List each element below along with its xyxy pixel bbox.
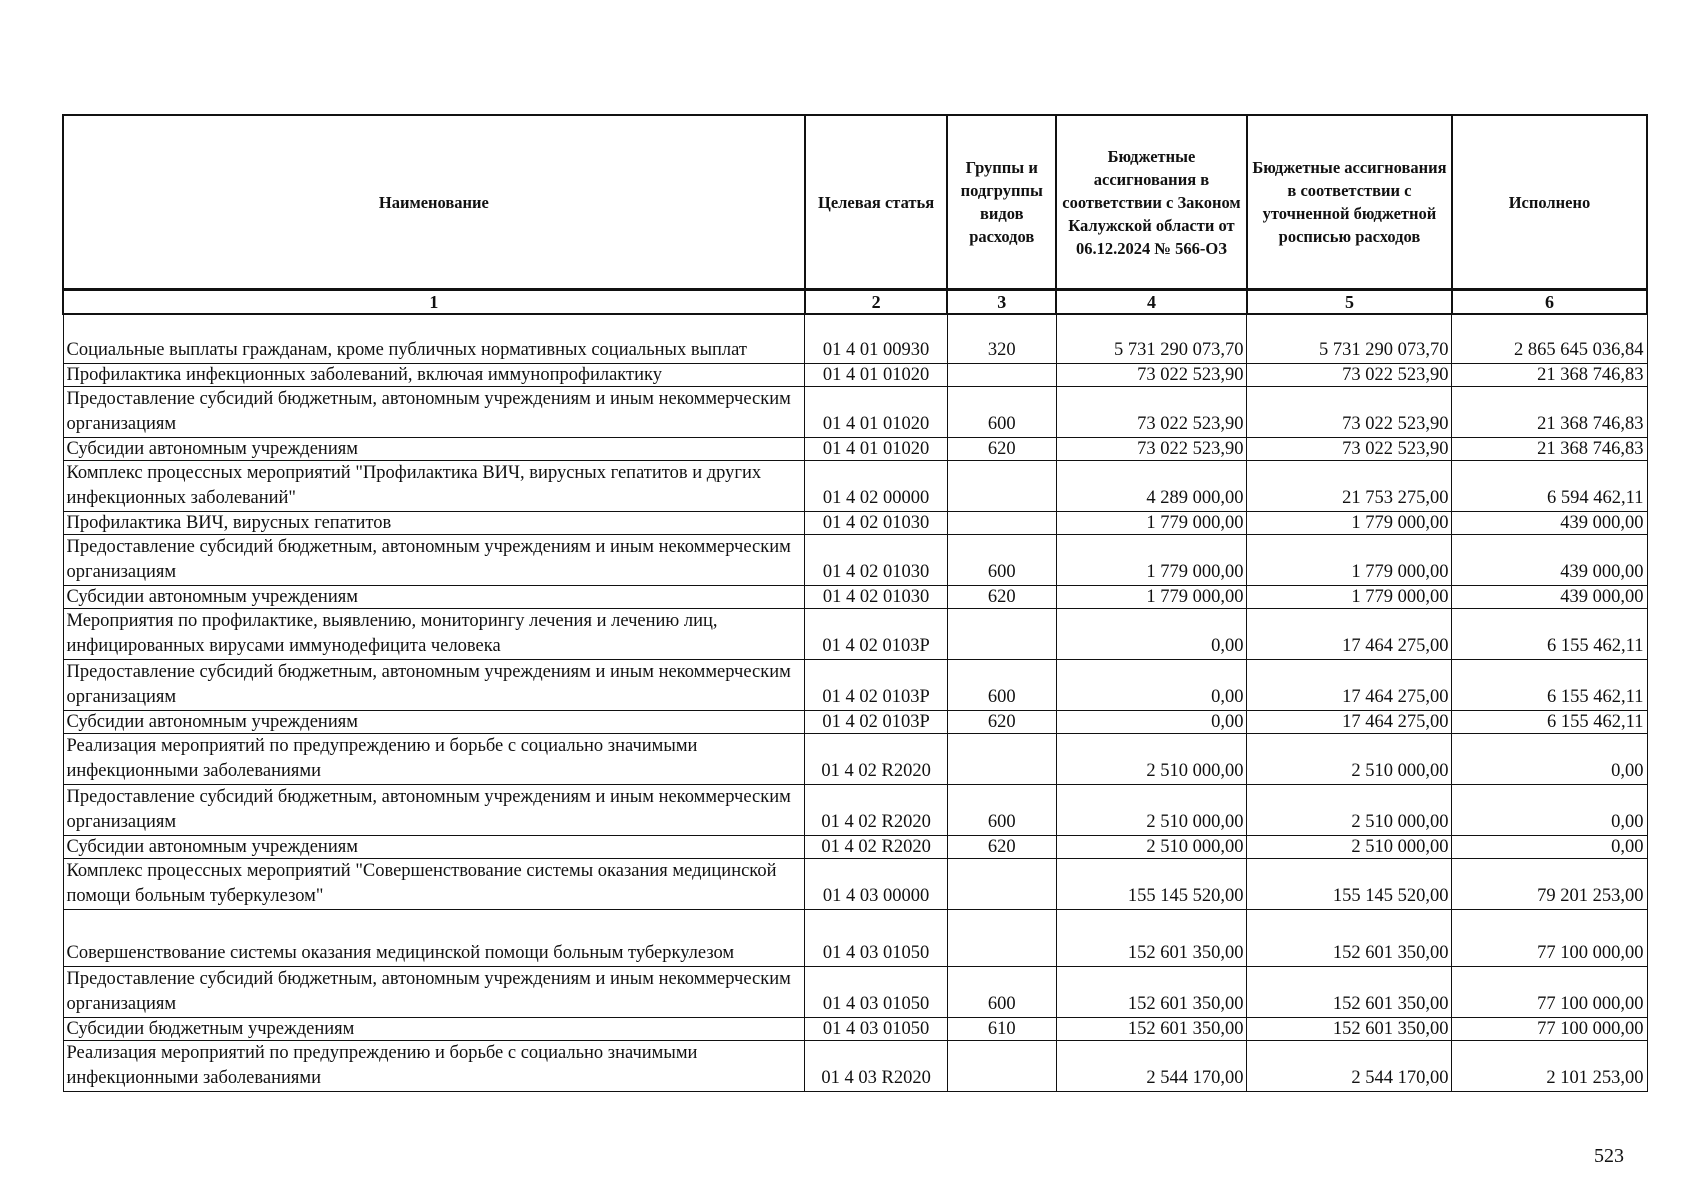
expense-group-code: 600 bbox=[947, 387, 1056, 438]
row-name: Профилактика ВИЧ, вирусных гепатитов bbox=[63, 512, 805, 535]
expense-group-code bbox=[947, 910, 1056, 967]
header-refined-allocations: Бюджетные ассигнования в соответствии с уточненной бюджетной росписью расходов bbox=[1247, 115, 1452, 290]
row-name: Предоставление субсидий бюджетным, автономным учреждениям и иным некоммерческим организациям bbox=[63, 785, 805, 836]
target-article-code: 01 4 03 R2020 bbox=[805, 1041, 948, 1092]
header-name: Наименование bbox=[63, 115, 805, 290]
row-name: Комплекс процессных мероприятий "Профилактика ВИЧ, вирусных гепатитов и других инфекционных заболеваний" bbox=[63, 461, 805, 512]
row-name: Реализация мероприятий по предупреждению и борьбе с социально значимыми инфекционными заболеваниями bbox=[63, 734, 805, 785]
refined-allocation-amount: 17 464 275,00 bbox=[1247, 660, 1452, 711]
row-name: Профилактика инфекционных заболеваний, включая иммунопрофилактику bbox=[63, 364, 805, 387]
target-article-code: 01 4 02 01030 bbox=[805, 586, 948, 609]
target-article-code: 01 4 01 01020 bbox=[805, 364, 948, 387]
expense-group-code: 610 bbox=[947, 1018, 1056, 1041]
target-article-code: 01 4 02 0103Р bbox=[805, 711, 948, 734]
row-name: Мероприятия по профилактике, выявлению, мониторингу лечения и лечению лиц, инфицированных вирусами иммунодефицита человека bbox=[63, 609, 805, 660]
law-allocation-amount: 1 779 000,00 bbox=[1056, 512, 1247, 535]
target-article-code: 01 4 02 00000 bbox=[805, 461, 948, 512]
table-row bbox=[63, 586, 1647, 609]
row-name: Предоставление субсидий бюджетным, автономным учреждениям и иным некоммерческим организациям bbox=[63, 387, 805, 438]
expense-group-code bbox=[947, 461, 1056, 512]
executed-amount: 6 594 462,11 bbox=[1452, 461, 1647, 512]
expense-group-code: 620 bbox=[947, 586, 1056, 609]
refined-allocation-amount: 5 731 290 073,70 bbox=[1247, 314, 1452, 364]
table-row bbox=[63, 364, 1647, 387]
target-article-code: 01 4 02 R2020 bbox=[805, 785, 948, 836]
law-allocation-amount: 5 731 290 073,70 bbox=[1056, 314, 1247, 364]
header-row bbox=[63, 115, 1647, 290]
table-row bbox=[63, 734, 1647, 785]
column-number-row bbox=[63, 290, 1647, 315]
law-allocation-amount: 2 510 000,00 bbox=[1056, 734, 1247, 785]
header-law-allocations: Бюджетные ассигнования в соответствии с Законом Калужской области от 06.12.2024 № 566-ОЗ bbox=[1056, 115, 1247, 290]
expense-group-code bbox=[947, 609, 1056, 660]
executed-amount: 6 155 462,11 bbox=[1452, 609, 1647, 660]
expense-group-code bbox=[947, 734, 1056, 785]
executed-amount: 0,00 bbox=[1452, 734, 1647, 785]
table-row bbox=[63, 314, 1647, 364]
column-number: 1 bbox=[63, 290, 805, 315]
row-name: Субсидии бюджетным учреждениям bbox=[63, 1018, 805, 1041]
row-name: Предоставление субсидий бюджетным, автономным учреждениям и иным некоммерческим организациям bbox=[63, 660, 805, 711]
row-name: Субсидии автономным учреждениям bbox=[63, 586, 805, 609]
table-row bbox=[63, 660, 1647, 711]
table-row bbox=[63, 535, 1647, 586]
executed-amount: 439 000,00 bbox=[1452, 512, 1647, 535]
refined-allocation-amount: 152 601 350,00 bbox=[1247, 1018, 1452, 1041]
law-allocation-amount: 4 289 000,00 bbox=[1056, 461, 1247, 512]
law-allocation-amount: 73 022 523,90 bbox=[1056, 438, 1247, 461]
table-row bbox=[63, 1018, 1647, 1041]
row-name: Социальные выплаты гражданам, кроме публичных нормативных социальных выплат bbox=[63, 314, 805, 364]
expense-group-code: 600 bbox=[947, 660, 1056, 711]
law-allocation-amount: 152 601 350,00 bbox=[1056, 1018, 1247, 1041]
table-row bbox=[63, 438, 1647, 461]
refined-allocation-amount: 1 779 000,00 bbox=[1247, 535, 1452, 586]
executed-amount: 6 155 462,11 bbox=[1452, 660, 1647, 711]
law-allocation-amount: 2 510 000,00 bbox=[1056, 836, 1247, 859]
header-expense-groups: Группы и подгруппы видов расходов bbox=[947, 115, 1056, 290]
law-allocation-amount: 1 779 000,00 bbox=[1056, 535, 1247, 586]
expense-group-code: 600 bbox=[947, 967, 1056, 1018]
header-target-article: Целевая статья bbox=[805, 115, 948, 290]
refined-allocation-amount: 2 510 000,00 bbox=[1247, 734, 1452, 785]
table-row bbox=[63, 512, 1647, 535]
executed-amount: 79 201 253,00 bbox=[1452, 859, 1647, 910]
executed-amount: 439 000,00 bbox=[1452, 535, 1647, 586]
expense-group-code: 600 bbox=[947, 535, 1056, 586]
refined-allocation-amount: 155 145 520,00 bbox=[1247, 859, 1452, 910]
row-name: Предоставление субсидий бюджетным, автономным учреждениям и иным некоммерческим организациям bbox=[63, 535, 805, 586]
row-name: Субсидии автономным учреждениям bbox=[63, 438, 805, 461]
target-article-code: 01 4 03 00000 bbox=[805, 859, 948, 910]
refined-allocation-amount: 1 779 000,00 bbox=[1247, 512, 1452, 535]
expense-group-code: 620 bbox=[947, 438, 1056, 461]
expense-group-code bbox=[947, 859, 1056, 910]
law-allocation-amount: 2 544 170,00 bbox=[1056, 1041, 1247, 1092]
table-row bbox=[63, 1041, 1647, 1092]
refined-allocation-amount: 2 544 170,00 bbox=[1247, 1041, 1452, 1092]
target-article-code: 01 4 02 0103Р bbox=[805, 660, 948, 711]
target-article-code: 01 4 02 01030 bbox=[805, 512, 948, 535]
refined-allocation-amount: 152 601 350,00 bbox=[1247, 967, 1452, 1018]
refined-allocation-amount: 73 022 523,90 bbox=[1247, 387, 1452, 438]
column-number: 6 bbox=[1452, 290, 1647, 315]
table-row bbox=[63, 609, 1647, 660]
table-row bbox=[63, 967, 1647, 1018]
executed-amount: 6 155 462,11 bbox=[1452, 711, 1647, 734]
expense-group-code: 620 bbox=[947, 836, 1056, 859]
expense-group-code: 320 bbox=[947, 314, 1056, 364]
law-allocation-amount: 2 510 000,00 bbox=[1056, 785, 1247, 836]
executed-amount: 0,00 bbox=[1452, 836, 1647, 859]
law-allocation-amount: 155 145 520,00 bbox=[1056, 859, 1247, 910]
column-number: 2 bbox=[805, 290, 948, 315]
executed-amount: 2 865 645 036,84 bbox=[1452, 314, 1647, 364]
target-article-code: 01 4 03 01050 bbox=[805, 967, 948, 1018]
row-name: Реализация мероприятий по предупреждению и борьбе с социально значимыми инфекционными заболеваниями bbox=[63, 1041, 805, 1092]
executed-amount: 0,00 bbox=[1452, 785, 1647, 836]
law-allocation-amount: 0,00 bbox=[1056, 609, 1247, 660]
row-name: Субсидии автономным учреждениям bbox=[63, 711, 805, 734]
target-article-code: 01 4 03 01050 bbox=[805, 910, 948, 967]
executed-amount: 439 000,00 bbox=[1452, 586, 1647, 609]
target-article-code: 01 4 02 R2020 bbox=[805, 734, 948, 785]
refined-allocation-amount: 2 510 000,00 bbox=[1247, 836, 1452, 859]
table-body bbox=[63, 314, 1647, 1092]
row-name: Совершенствование системы оказания медицинской помощи больным туберкулезом bbox=[63, 910, 805, 967]
executed-amount: 77 100 000,00 bbox=[1452, 910, 1647, 967]
budget-table bbox=[62, 114, 1648, 1092]
expense-group-code bbox=[947, 364, 1056, 387]
executed-amount: 21 368 746,83 bbox=[1452, 387, 1647, 438]
refined-allocation-amount: 1 779 000,00 bbox=[1247, 586, 1452, 609]
target-article-code: 01 4 02 01030 bbox=[805, 535, 948, 586]
law-allocation-amount: 73 022 523,90 bbox=[1056, 364, 1247, 387]
executed-amount: 77 100 000,00 bbox=[1452, 967, 1647, 1018]
expense-group-code bbox=[947, 512, 1056, 535]
row-name: Субсидии автономным учреждениям bbox=[63, 836, 805, 859]
table-row bbox=[63, 711, 1647, 734]
header-executed: Исполнено bbox=[1452, 115, 1647, 290]
table-row bbox=[63, 387, 1647, 438]
target-article-code: 01 4 01 00930 bbox=[805, 314, 948, 364]
table-row bbox=[63, 859, 1647, 910]
executed-amount: 21 368 746,83 bbox=[1452, 364, 1647, 387]
refined-allocation-amount: 2 510 000,00 bbox=[1247, 785, 1452, 836]
refined-allocation-amount: 73 022 523,90 bbox=[1247, 364, 1452, 387]
refined-allocation-amount: 21 753 275,00 bbox=[1247, 461, 1452, 512]
table-row bbox=[63, 785, 1647, 836]
refined-allocation-amount: 17 464 275,00 bbox=[1247, 609, 1452, 660]
target-article-code: 01 4 02 R2020 bbox=[805, 836, 948, 859]
target-article-code: 01 4 01 01020 bbox=[805, 387, 948, 438]
law-allocation-amount: 0,00 bbox=[1056, 711, 1247, 734]
refined-allocation-amount: 152 601 350,00 bbox=[1247, 910, 1452, 967]
target-article-code: 01 4 01 01020 bbox=[805, 438, 948, 461]
column-number: 5 bbox=[1247, 290, 1452, 315]
expense-group-code: 620 bbox=[947, 711, 1056, 734]
law-allocation-amount: 152 601 350,00 bbox=[1056, 967, 1247, 1018]
executed-amount: 2 101 253,00 bbox=[1452, 1041, 1647, 1092]
expense-group-code: 600 bbox=[947, 785, 1056, 836]
executed-amount: 77 100 000,00 bbox=[1452, 1018, 1647, 1041]
law-allocation-amount: 152 601 350,00 bbox=[1056, 910, 1247, 967]
refined-allocation-amount: 17 464 275,00 bbox=[1247, 711, 1452, 734]
target-article-code: 01 4 02 0103Р bbox=[805, 609, 948, 660]
column-number: 4 bbox=[1056, 290, 1247, 315]
law-allocation-amount: 0,00 bbox=[1056, 660, 1247, 711]
page-number: 523 bbox=[1594, 1145, 1624, 1167]
row-name: Предоставление субсидий бюджетным, автономным учреждениям и иным некоммерческим организациям bbox=[63, 967, 805, 1018]
expense-group-code bbox=[947, 1041, 1056, 1092]
target-article-code: 01 4 03 01050 bbox=[805, 1018, 948, 1041]
table-row bbox=[63, 836, 1647, 859]
law-allocation-amount: 73 022 523,90 bbox=[1056, 387, 1247, 438]
refined-allocation-amount: 73 022 523,90 bbox=[1247, 438, 1452, 461]
executed-amount: 21 368 746,83 bbox=[1452, 438, 1647, 461]
law-allocation-amount: 1 779 000,00 bbox=[1056, 586, 1247, 609]
table-row bbox=[63, 910, 1647, 967]
table-row bbox=[63, 461, 1647, 512]
column-number: 3 bbox=[947, 290, 1056, 315]
row-name: Комплекс процессных мероприятий "Совершенствование системы оказания медицинской помощи больным туберкулезом" bbox=[63, 859, 805, 910]
